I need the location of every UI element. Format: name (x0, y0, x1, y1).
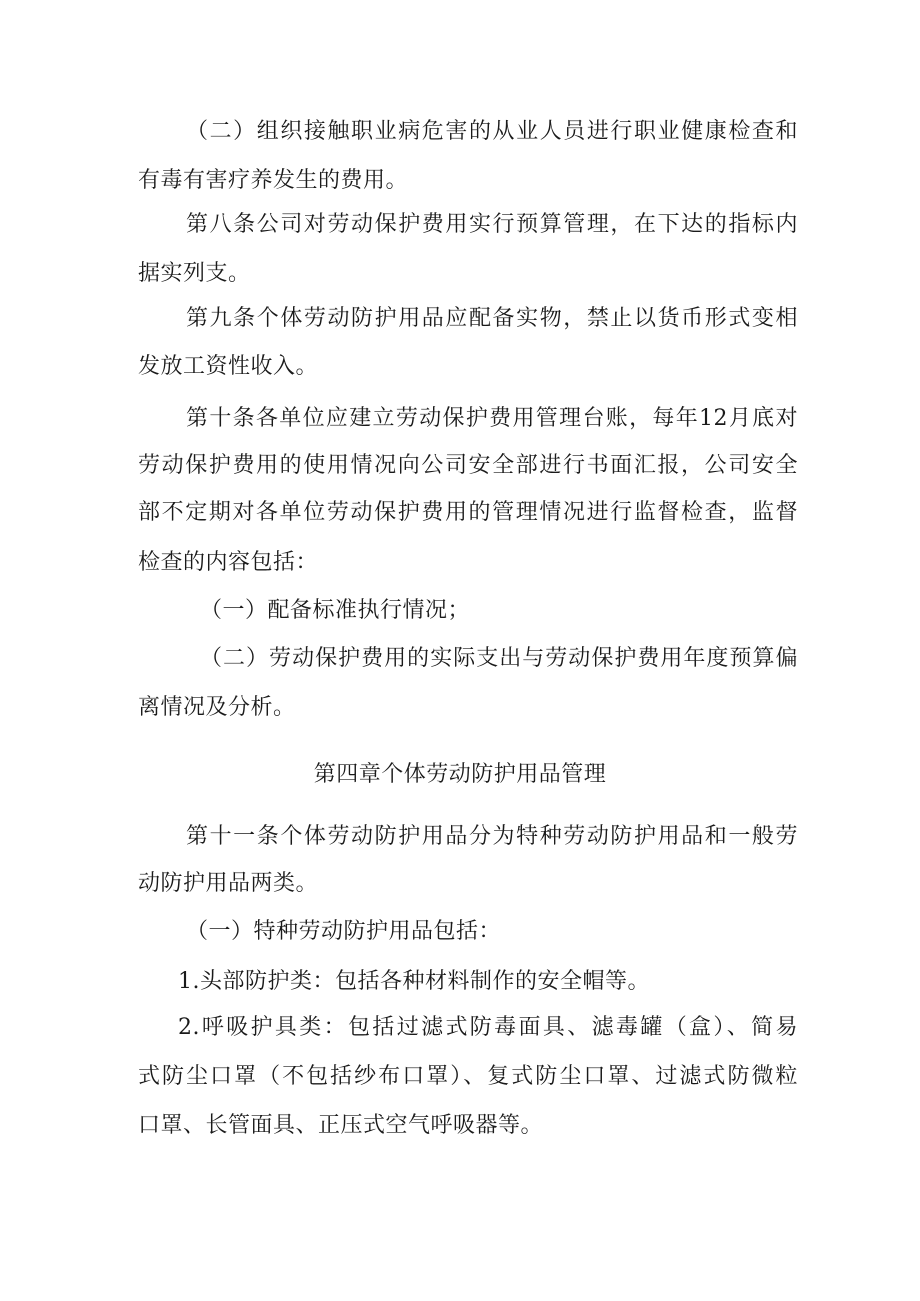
paragraph-line: 有毒有害疗养发生的费用。 (138, 168, 409, 193)
paragraph-line: （二）组织接触职业病危害的从业人员进行职业健康检查和 (186, 119, 798, 144)
paragraph-line: 第十一条个体劳动防护用品分为特种劳动防护用品和一般劳 (186, 824, 798, 849)
list-item-line: 式防尘口罩（不包括纱布口罩）、复式防尘口罩、过滤式防微粒 (138, 1064, 798, 1089)
paragraph-line: 动防护用品两类。 (138, 871, 319, 896)
list-item-line: （一）特种劳动防护用品包括： (186, 919, 502, 944)
list-item-line: 1.头部防护类：包括各种材料制作的安全帽等。 (178, 969, 650, 994)
paragraph-line: 据实列支。 (138, 261, 251, 286)
paragraph-line: 劳动保护费用的使用情况向公司安全部进行书面汇报，公司安全 (138, 453, 798, 478)
list-item-line: （一）配备标准执行情况； (200, 598, 471, 623)
paragraph-line: （二）劳动保护费用的实际支出与劳动保护费用年度预算偏 (200, 646, 798, 671)
paragraph-line: 第十条各单位应建立劳动保护费用管理台账，每年12月底对 (186, 406, 798, 431)
chapter-heading: 第四章个体劳动防护用品管理 (313, 762, 607, 787)
list-item-line: 2.呼吸护具类：包括过滤式防毒面具、滤毒罐（盒）、简易 (178, 1015, 798, 1040)
list-item-line: 口罩、长管面具、正压式空气呼吸器等。 (138, 1113, 544, 1138)
paragraph-line: 部不定期对各单位劳动保护费用的管理情况进行监督检查，监督 (138, 500, 798, 525)
paragraph-line: 第八条公司对劳动保护费用实行预算管理，在下达的指标内 (186, 212, 798, 237)
paragraph-line: 离情况及分析。 (138, 695, 296, 720)
paragraph-line: 检查的内容包括： (138, 550, 319, 575)
paragraph-line: 发放工资性收入。 (138, 354, 319, 379)
paragraph-line: 第九条个体劳动防护用品应配备实物，禁止以货币形式变相 (186, 306, 798, 331)
